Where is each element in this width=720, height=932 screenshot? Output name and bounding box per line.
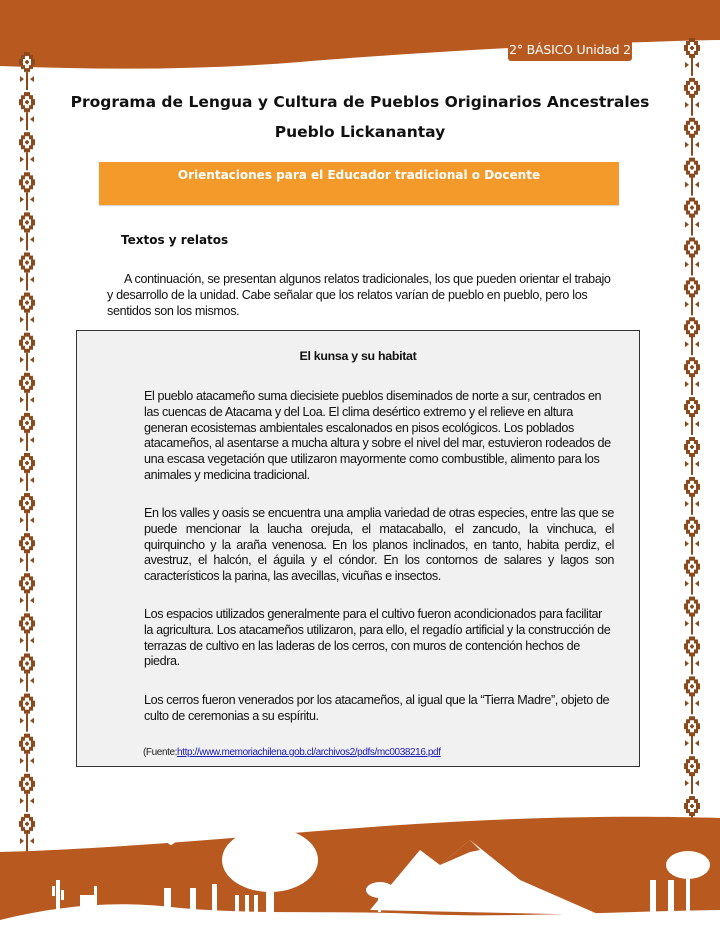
section-heading: Textos y relatos — [121, 233, 229, 247]
source-link[interactable]: http://www.memoriachilena.gob.cl/archivos2/pdfs/mc0038216.pdf — [177, 747, 441, 758]
orientation-banner: Orientaciones para el Educador tradicional o Docente — [99, 162, 619, 205]
source-citation — [143, 747, 441, 758]
source-prefix: (Fuente: — [143, 747, 178, 758]
unit-tag: 2° BÁSICO Unidad 2 — [508, 39, 632, 61]
landscape-footer-decoration — [0, 780, 720, 932]
story-paragraph: El pueblo atacameño suma diecisiete pueblos diseminados de norte a sur, centrados en las cuencas de Atacama y del Loa. El clima desértico extremo y el relieve en altura generan ecosistemas ambientales escalonados en pisos ecológicos. Los poblados atacameños, al asentarse a mucha altura y sobre el nivel del mar, estuvieron rodeados de una escasa vegetación que utilizaron mayormente como combustible, alimento para los animales y medicina tradicional. — [144, 389, 611, 482]
intro-paragraph — [107, 271, 617, 319]
andean-pattern-right-border — [682, 36, 702, 824]
story-paragraph: Los espacios utilizados generalmente para el cultivo fueron acondicionados para facilitar la agricultura. Los atacameños utilizaron, para ello, el regadío artificial y la construcción de terrazas de cultivo en las laderas de los cerros, con muros de contención hechos de piedra. — [144, 607, 611, 669]
story-box — [76, 330, 640, 767]
story-paragraph: Los cerros fueron venerados por los atacameños, al igual que la “Tierra Madre”, objeto de culto de ceremonias a su espíritu. — [144, 693, 610, 723]
intro-text: A continuación, se presentan algunos relatos tradicionales, los que pueden orientar el trabajo y desarrollo de la unidad. Cabe señalar que los relatos varían de pueblo en pueblo, pero los sentidos son los mismos. — [107, 272, 611, 318]
story-title: El kunsa y su habitat — [299, 349, 417, 363]
document-subtitle: Pueblo Lickanantay — [274, 123, 446, 141]
document-title: Programa de Lengua y Cultura de Pueblos Originarios Ancestrales — [70, 93, 650, 111]
andean-pattern-left-border — [17, 50, 37, 852]
story-paragraph: En los valles y oasis se encuentra una amplia variedad de otras especies, entre las que se puede mencionar la laucha orejuda, el matacaballo, el zancudo, la vinchuca, el quirquincho y la araña venenosa. En los planos inclinados, en tanto, habita perdiz, el avestruz, el halcón, el águila y el cóndor. En los contornos de salares y lagos son característicos la parina, las avecillas, vicuñas e insectos. — [144, 506, 614, 584]
